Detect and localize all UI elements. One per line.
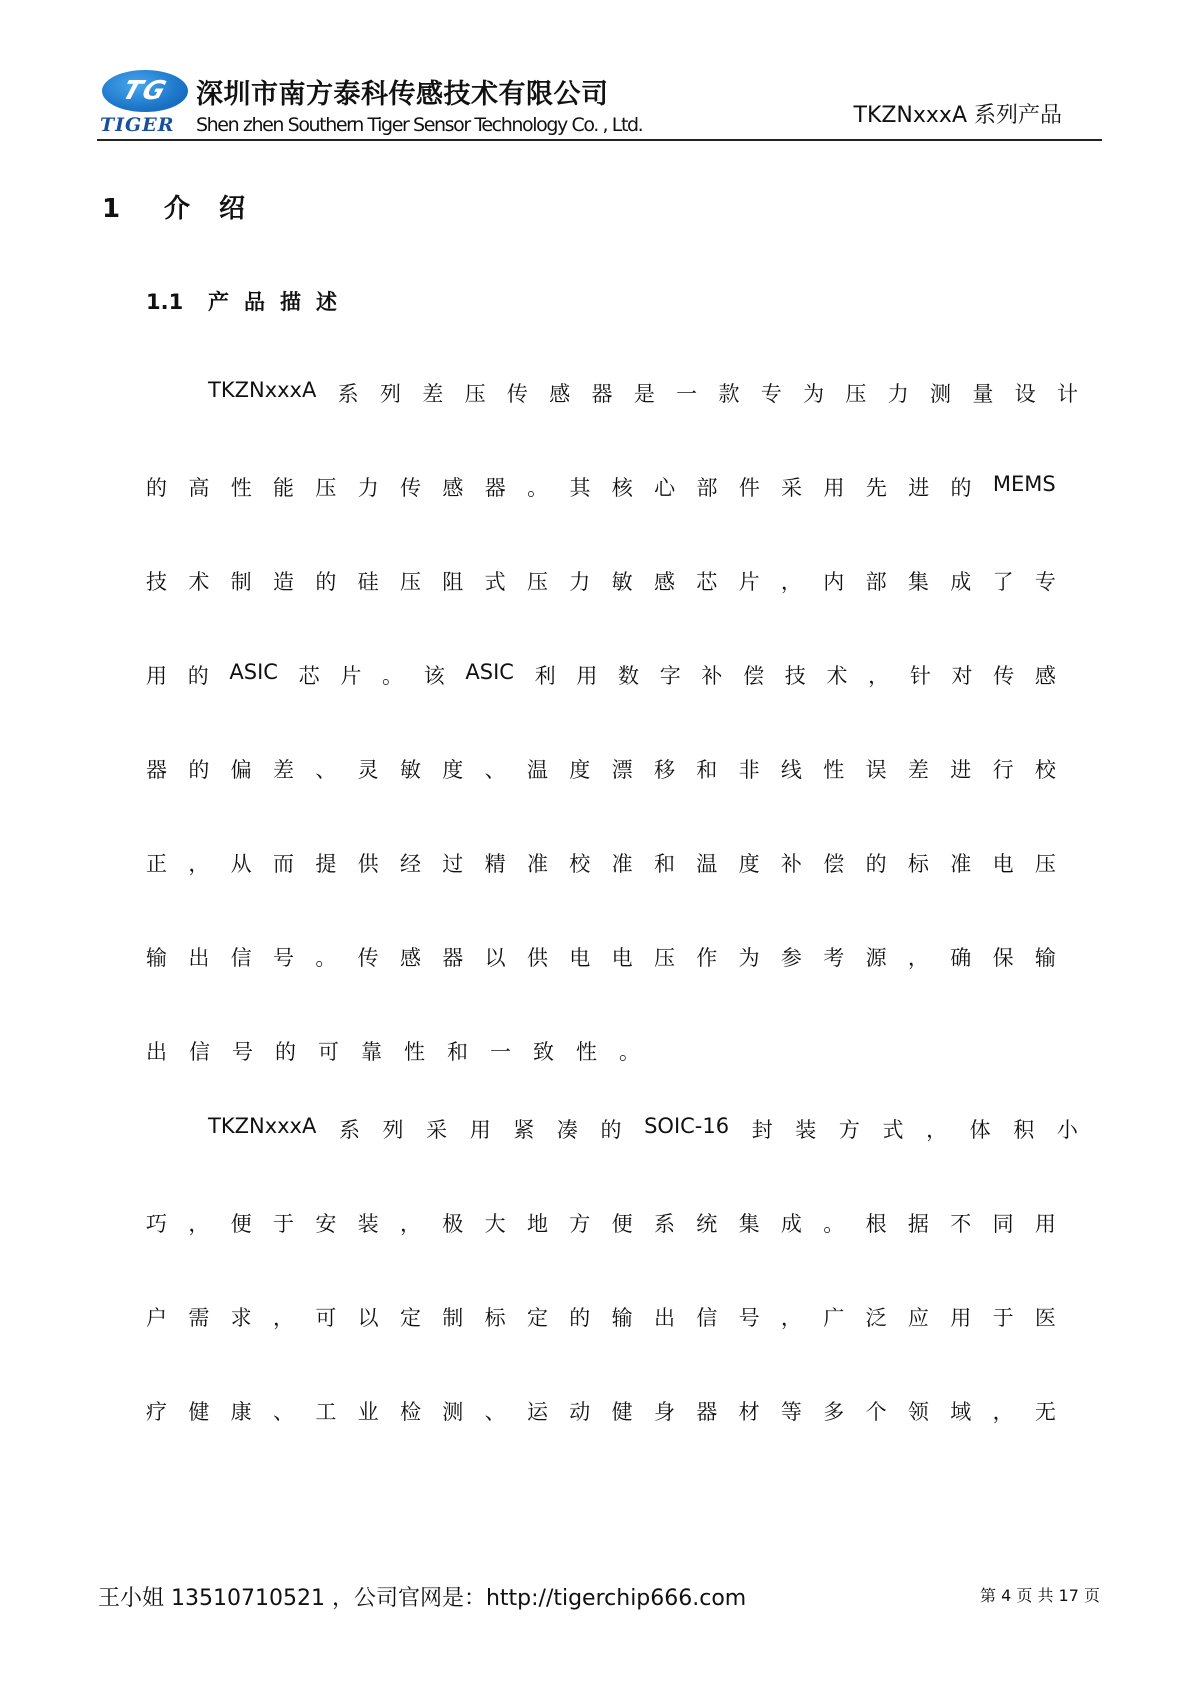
body-text-token: 标 [907, 852, 929, 876]
body-text-token: 出 [146, 1040, 167, 1064]
body-text-token: 该 [423, 664, 445, 688]
body-text-token: 于 [272, 1212, 294, 1236]
header-divider [97, 139, 1102, 141]
body-text-token: 片 [738, 570, 760, 594]
body-text-token: 差 [907, 758, 929, 782]
body-text-token: 敏 [399, 758, 421, 782]
body-text-token: 而 [272, 852, 294, 876]
body-text-token: 过 [442, 852, 464, 876]
body-text-token: 传 [506, 382, 528, 406]
body-text-token: 专 [1034, 570, 1056, 594]
body-text-token: ， [907, 946, 929, 970]
body-text-token: 领 [907, 1400, 929, 1424]
section-number: 1 [102, 194, 121, 224]
body-text-token: 测 [442, 1400, 464, 1424]
body-text-token: 信 [696, 1306, 718, 1330]
body-text-token: 压 [653, 946, 675, 970]
body-text-token: 医 [1034, 1306, 1056, 1330]
body-text-token: 需 [188, 1306, 210, 1330]
body-text-token: ， [780, 1306, 802, 1330]
body-text-token: 敏 [611, 570, 633, 594]
body-text-token: 和 [447, 1040, 468, 1064]
body-text-token: ， [992, 1400, 1014, 1424]
body-text-token: 性 [230, 476, 252, 500]
body-text-token: ， [188, 852, 210, 876]
body-text-token: 的 [600, 1118, 622, 1142]
body-text-token: 信 [189, 1040, 210, 1064]
body-text-token: 靠 [361, 1040, 382, 1064]
body-text-token: 正 [146, 852, 167, 876]
body-text-token: 定 [399, 1306, 421, 1330]
body-text-token: 确 [950, 946, 972, 970]
body-text-token: 的 [187, 664, 209, 688]
body-text-token: 芯 [298, 664, 320, 688]
body-text-line [146, 1036, 1056, 1066]
body-text-token: 性 [823, 758, 845, 782]
body-text-token: 进 [950, 758, 972, 782]
body-text-token: 出 [188, 946, 210, 970]
body-text-line [146, 1396, 1056, 1426]
body-text-token: 。 [382, 664, 403, 688]
body-text-token: 压 [845, 382, 867, 406]
company-name-en: Shen zhen Southern Tiger Sensor Technology Co. , Ltd. [196, 114, 643, 136]
body-text-token: 压 [526, 570, 548, 594]
body-text-token: 了 [992, 570, 1014, 594]
body-text-token: 不 [950, 1212, 972, 1236]
body-text-token: 积 [1013, 1118, 1035, 1142]
body-text-token: 以 [484, 946, 506, 970]
body-text-token: 多 [823, 1400, 845, 1424]
body-text-token: 泛 [865, 1306, 887, 1330]
body-text-token: 和 [696, 758, 718, 782]
body-text-token: 压 [1034, 852, 1056, 876]
body-text-token: 式 [484, 570, 506, 594]
body-text-token: 其 [569, 476, 591, 500]
body-text-token: 集 [738, 1212, 760, 1236]
body-text-token: 准 [950, 852, 972, 876]
body-text-token: 集 [907, 570, 929, 594]
body-text-token: 补 [701, 664, 723, 688]
body-text-token: 材 [738, 1400, 760, 1424]
body-text-token: 制 [230, 570, 252, 594]
body-text-token: 装 [795, 1118, 817, 1142]
body-text-token: 为 [738, 946, 760, 970]
body-text-token: 系 [337, 382, 359, 406]
body-text-token: 大 [484, 1212, 506, 1236]
body-text-token: 出 [653, 1306, 675, 1330]
body-text-token: 用 [823, 476, 845, 500]
body-text-token: ， [868, 664, 890, 688]
body-text-line [208, 378, 1078, 408]
company-logo [100, 68, 192, 138]
body-text-token: 精 [484, 852, 506, 876]
body-text-token: 高 [188, 476, 210, 500]
body-text-token: 成 [780, 1212, 802, 1236]
body-text-token: 感 [399, 946, 421, 970]
body-text-token: 等 [780, 1400, 802, 1424]
body-text-token: 线 [780, 758, 802, 782]
body-text-token: 的 [146, 476, 167, 500]
body-text-token: 小 [1056, 1118, 1078, 1142]
body-text-token: 、 [484, 1400, 506, 1424]
body-text-token: 极 [442, 1212, 464, 1236]
body-text-token: 阻 [442, 570, 464, 594]
body-text-token: ASIC [465, 660, 514, 684]
body-text-token: 芯 [696, 570, 718, 594]
body-text-token: 源 [865, 946, 887, 970]
body-text-token: 康 [230, 1400, 252, 1424]
body-text-token: 的 [569, 1306, 591, 1330]
body-text-token: 制 [442, 1306, 464, 1330]
body-text-token: 器 [484, 476, 506, 500]
body-text-token: 内 [823, 570, 845, 594]
body-text-token: 件 [738, 476, 760, 500]
body-text-token: 校 [1034, 758, 1056, 782]
body-text-token: 造 [272, 570, 294, 594]
body-text-token: ASIC [229, 660, 278, 684]
body-text-token: 部 [696, 476, 718, 500]
body-text-token: 非 [738, 758, 760, 782]
body-text-token: ， [780, 570, 802, 594]
body-text-token: MEMS [992, 472, 1056, 496]
body-text-token: 能 [273, 476, 295, 500]
body-text-token: 考 [823, 946, 845, 970]
body-text-token: 器 [442, 946, 464, 970]
body-text-token: 一 [490, 1040, 511, 1064]
body-text-token: 运 [526, 1400, 548, 1424]
body-text-token: 量 [972, 382, 994, 406]
body-text-token: 列 [379, 382, 401, 406]
body-text-token: 个 [865, 1400, 887, 1424]
body-text-token: TKZNxxxA [208, 1114, 317, 1138]
body-text-line [146, 1208, 1056, 1238]
body-text-token: 凑 [556, 1118, 578, 1142]
body-text-token: 灵 [357, 758, 379, 782]
body-text-token: 号 [232, 1040, 253, 1064]
body-text-token: 信 [230, 946, 252, 970]
body-text-token: 安 [315, 1212, 337, 1236]
body-text-token: 便 [230, 1212, 252, 1236]
body-text-token: 进 [908, 476, 930, 500]
body-text-token: 统 [696, 1212, 718, 1236]
body-text-token: 无 [1034, 1400, 1056, 1424]
body-text-token: 号 [738, 1306, 760, 1330]
body-text-token: 用 [146, 664, 167, 688]
body-text-token: 紧 [513, 1118, 535, 1142]
body-text-token: 巧 [146, 1212, 167, 1236]
body-text-token: 先 [865, 476, 887, 500]
body-text-token: 术 [826, 664, 848, 688]
body-text-token: 体 [969, 1118, 991, 1142]
body-text-token: 式 [882, 1118, 904, 1142]
body-text-token: 经 [399, 852, 421, 876]
body-text-token: 供 [526, 946, 548, 970]
body-text-line [208, 1114, 1078, 1144]
logo-mark: TG [118, 76, 172, 106]
body-text-token: 的 [315, 570, 337, 594]
body-text-token: 。 [527, 476, 549, 500]
body-text-token: SOIC-16 [644, 1114, 730, 1138]
body-text-token: 补 [780, 852, 802, 876]
body-text-token: 校 [569, 852, 591, 876]
body-text-token: 。 [823, 1212, 845, 1236]
body-text-token: 感 [442, 476, 464, 500]
body-text-token: 是 [633, 382, 655, 406]
body-text-line [146, 848, 1056, 878]
body-text-token: 据 [907, 1212, 929, 1236]
body-text-token: ， [399, 1212, 421, 1236]
section-title: 介 绍 [164, 194, 256, 224]
body-text-token: 定 [526, 1306, 548, 1330]
body-text-token: 技 [146, 570, 167, 594]
body-text-token: 的 [865, 852, 887, 876]
body-text-token: 参 [780, 946, 802, 970]
body-text-token: 应 [907, 1306, 929, 1330]
body-text-token: 方 [569, 1212, 591, 1236]
body-text-token: 供 [357, 852, 379, 876]
body-text-token: 准 [526, 852, 548, 876]
body-text-token: 致 [533, 1040, 554, 1064]
body-text-token: 可 [315, 1306, 337, 1330]
body-text-token: 误 [865, 758, 887, 782]
body-text-token: 准 [611, 852, 633, 876]
body-text-token: 移 [653, 758, 675, 782]
body-text-token: 感 [653, 570, 675, 594]
body-text-token: 业 [357, 1400, 379, 1424]
body-text-token: 器 [696, 1400, 718, 1424]
subsection-title: 产品描述 [208, 290, 352, 314]
company-name-cn: 深圳市南方泰科传感技术有限公司 [196, 79, 609, 110]
body-text-token: 温 [526, 758, 548, 782]
body-text-token: 。 [619, 1040, 640, 1064]
body-text-token: ， [926, 1118, 948, 1142]
body-text-token: 力 [357, 476, 379, 500]
body-text-token: 系 [653, 1212, 675, 1236]
body-text-line [146, 472, 1056, 502]
body-text-token: 方 [838, 1118, 860, 1142]
body-text-token: 压 [399, 570, 421, 594]
body-text-token: 技 [784, 664, 806, 688]
body-text-token: 压 [464, 382, 486, 406]
body-text-token: 采 [781, 476, 803, 500]
body-text-token: 户 [146, 1306, 167, 1330]
body-text-token: 地 [526, 1212, 548, 1236]
body-text-line [146, 660, 1056, 690]
body-text-token: 测 [930, 382, 952, 406]
body-text-token: 电 [992, 852, 1014, 876]
body-text-token: 列 [382, 1118, 404, 1142]
body-text-token: 硅 [357, 570, 379, 594]
body-text-token: 的 [950, 476, 972, 500]
body-text-token: 装 [357, 1212, 379, 1236]
body-text-token: 用 [1034, 1212, 1056, 1236]
body-text-token: 核 [611, 476, 633, 500]
body-text-token: 设 [1014, 382, 1036, 406]
footer-contact: 王小姐 13510710521 ，公司官网是：http://tigerchip666.com [98, 1586, 747, 1611]
body-text-token: 性 [404, 1040, 425, 1064]
body-text-token: 行 [992, 758, 1014, 782]
body-text-token: 采 [426, 1118, 448, 1142]
body-text-token: 偿 [743, 664, 765, 688]
body-text-token: 差 [272, 758, 294, 782]
body-text-token: 一 [676, 382, 698, 406]
body-text-token: 健 [611, 1400, 633, 1424]
body-text-token: 作 [696, 946, 718, 970]
body-text-token: 工 [315, 1400, 337, 1424]
body-text-token: 偏 [230, 758, 252, 782]
body-text-token: 疗 [146, 1400, 167, 1424]
body-text-token: 提 [315, 852, 337, 876]
body-text-token: 电 [569, 946, 591, 970]
body-text-token: 对 [951, 664, 973, 688]
body-text-token: 同 [992, 1212, 1014, 1236]
body-text-token: 、 [272, 1400, 294, 1424]
body-text-token: 封 [751, 1118, 773, 1142]
body-text-token: 利 [534, 664, 556, 688]
body-text-token: 字 [659, 664, 681, 688]
body-text-token: 差 [422, 382, 444, 406]
body-text-token: 器 [591, 382, 613, 406]
body-text-token: 求 [230, 1306, 252, 1330]
body-text-token: 计 [1056, 382, 1078, 406]
body-text-token: 于 [992, 1306, 1014, 1330]
body-text-token: 输 [1034, 946, 1056, 970]
body-text-token: ， [188, 1212, 210, 1236]
body-text-token: 、 [484, 758, 506, 782]
body-text-token: 感 [549, 382, 571, 406]
body-text-token: 身 [653, 1400, 675, 1424]
body-text-token: 部 [865, 570, 887, 594]
body-text-token: 压 [315, 476, 337, 500]
subsection-number: 1.1 [146, 290, 184, 314]
body-text-token: 度 [738, 852, 760, 876]
body-text-token: 标 [484, 1306, 506, 1330]
body-text-token: 成 [950, 570, 972, 594]
section-heading [102, 188, 255, 225]
body-text-token: 广 [823, 1306, 845, 1330]
body-text-token: 专 [760, 382, 782, 406]
body-text-token: 输 [146, 946, 167, 970]
subsection-heading [146, 286, 352, 316]
body-text-token: 号 [272, 946, 294, 970]
body-text-token: 力 [887, 382, 909, 406]
body-text-token: ， [272, 1306, 294, 1330]
body-text-token: 针 [909, 664, 931, 688]
body-text-token: 数 [618, 664, 639, 688]
body-text-token: 温 [696, 852, 718, 876]
body-text-token: 度 [442, 758, 464, 782]
body-text-token: 性 [576, 1040, 597, 1064]
body-text-token: 感 [1034, 664, 1056, 688]
body-text-token: 检 [399, 1400, 421, 1424]
body-text-token: 保 [992, 946, 1014, 970]
body-text-token: 以 [357, 1306, 379, 1330]
body-text-token: 用 [469, 1118, 491, 1142]
body-text-token: 用 [950, 1306, 972, 1330]
page-number: 第 4 页 共 17 页 [980, 1586, 1100, 1605]
body-text-token: 度 [569, 758, 591, 782]
body-text-token: 器 [146, 758, 167, 782]
body-text-token: 传 [993, 664, 1015, 688]
body-text-token: 偿 [823, 852, 845, 876]
body-text-token: 电 [611, 946, 633, 970]
body-text-token: 款 [718, 382, 740, 406]
body-text-token: 的 [188, 758, 210, 782]
body-text-token: 用 [576, 664, 598, 688]
body-text-token: 便 [611, 1212, 633, 1236]
body-text-token: 、 [315, 758, 337, 782]
body-text-line [146, 754, 1056, 784]
body-text-token: 输 [611, 1306, 633, 1330]
body-text-line [146, 942, 1056, 972]
product-series-label: TKZNxxxA 系列产品 [853, 103, 1062, 128]
body-text-token: 和 [653, 852, 675, 876]
body-text-token: TKZNxxxA [208, 378, 317, 402]
body-text-token: 健 [188, 1400, 210, 1424]
body-text-token: 可 [318, 1040, 339, 1064]
body-text-token: 域 [950, 1400, 972, 1424]
body-text-token: 。 [315, 946, 337, 970]
body-text-token: 漂 [611, 758, 633, 782]
body-text-token: 动 [569, 1400, 591, 1424]
body-text-token: 从 [230, 852, 252, 876]
body-text-token: 传 [357, 946, 379, 970]
body-text-token: 术 [188, 570, 210, 594]
body-text-token: 力 [569, 570, 591, 594]
body-text-line [146, 566, 1056, 596]
body-text-token: 心 [654, 476, 676, 500]
body-text-token: 片 [340, 664, 362, 688]
body-text-token: 的 [275, 1040, 296, 1064]
body-text-token: 根 [865, 1212, 887, 1236]
body-text-line [146, 1302, 1056, 1332]
logo-wordmark: TIGER [100, 114, 175, 136]
body-text-token: 传 [400, 476, 422, 500]
body-text-token: 为 [803, 382, 825, 406]
body-text-token: 系 [338, 1118, 360, 1142]
